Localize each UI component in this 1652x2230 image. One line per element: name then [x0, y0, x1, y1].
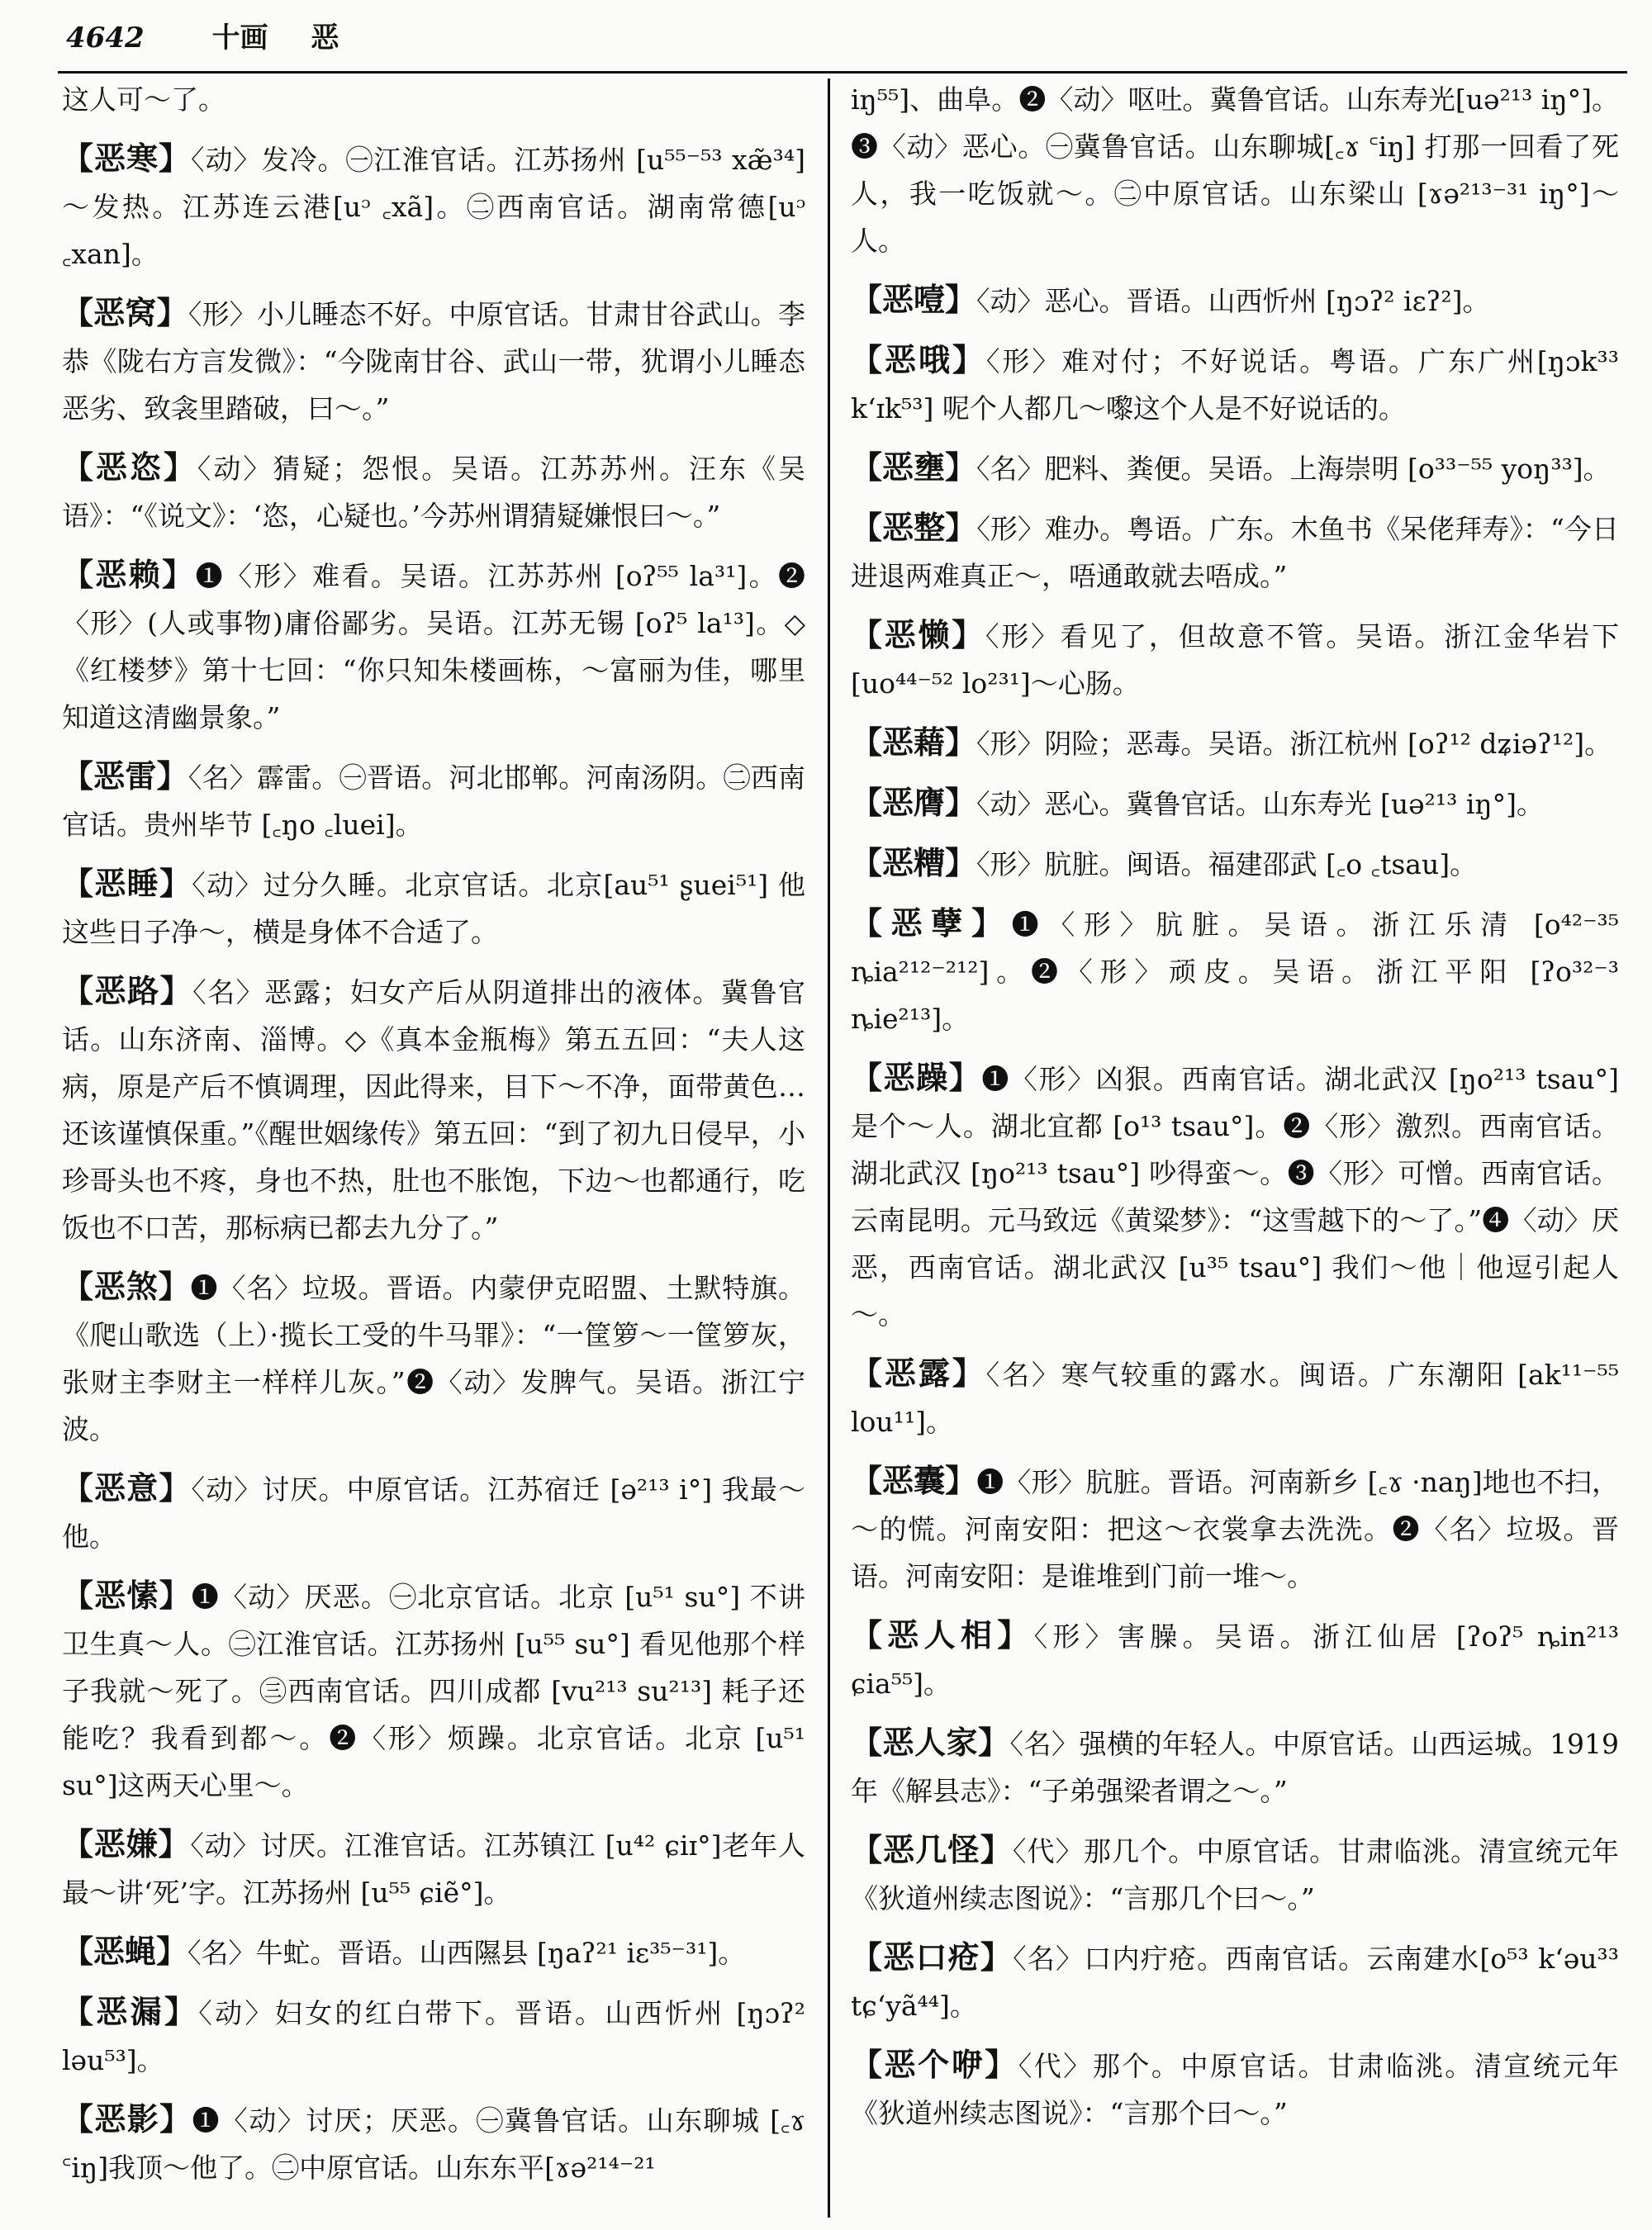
page-header: [66, 15, 1619, 64]
header-character: 恶: [311, 21, 339, 55]
entry-headword: 【恶个咿】: [851, 2046, 1018, 2083]
dictionary-entry: [62, 444, 805, 539]
left-column: [62, 76, 805, 2223]
entry-headword: 【恶人家】: [851, 1724, 1010, 1761]
entry-headword: 【恶囊】: [851, 1462, 977, 1499]
dictionary-entry: [62, 135, 805, 278]
entry-headword: 【恶人相】: [851, 1616, 1034, 1654]
entry-definition: 〈名〉肥料、粪便。吴语。上海崇明 [o³³⁻⁵⁵ yoŋ³³]。: [976, 453, 1611, 485]
header-rule: [58, 71, 1627, 74]
dictionary-entry: [851, 1457, 1619, 1600]
entry-definition: 〈形〉小儿睡态不好。中原官话。甘肃甘谷武山。李恭《陇右方言发微》：“今陇南甘谷、武山一带，犹谓小儿睡态恶劣、致衾里踏破，曰～。”: [62, 298, 805, 425]
dictionary-entry: [62, 1572, 805, 1809]
dictionary-entry: [851, 779, 1619, 828]
dictionary-entry: [851, 1719, 1619, 1815]
entry-definition: 〈动〉过分久睡。北京官话。北京[au⁵¹ ʂuei⁵¹] 他这些日子净～，横是身体不合适了。: [62, 869, 805, 948]
entry-definition: ❶〈形〉难看。吴语。江苏苏州 [oʔ⁵⁵ la³¹]。❷〈形〉(人或事物)庸俗鄙劣。吴语。江苏无锡 [oʔ⁵ la¹³]。◇《红楼梦》第十七回：“你只知朱楼画栋，～富丽为佳，哪里知道这清幽景象。”: [62, 560, 805, 733]
dictionary-entry: [62, 1820, 805, 1916]
entry-headword: 【恶蝇】: [62, 1933, 188, 1970]
dictionary-entry: [851, 2041, 1619, 2137]
entry-definition: ❶〈动〉厌恶。㊀北京官话。北京 [u⁵¹ su°] 不讲卫生真～人。㊁江淮官话。江苏扬州 [u⁵⁵ su°] 看见他那个样子我就～死了。㊂西南官话。四川成都 [vu²¹³ su²¹³] 耗子还能吃？我看到都～。❷〈形〉烦躁。北京官话。北京 [u⁵¹ su°]这两天心里～。: [62, 1581, 805, 1801]
entry-headword: 【恶恣】: [62, 448, 197, 486]
dictionary-entry: [62, 76, 805, 123]
entry-definition: 〈名〉寒气较重的露水。闽语。广东潮阳 [ak¹¹⁻⁵⁵ lou¹¹]。: [851, 1359, 1619, 1438]
dictionary-entry: [62, 1988, 805, 2084]
dictionary-entry: [851, 1933, 1619, 2029]
entry-headword: 【恶懒】: [851, 616, 985, 653]
entry-headword: 【恶壅】: [851, 448, 977, 486]
entry-definition: 〈动〉发冷。㊀江淮官话。江苏扬州 [u⁵⁵⁻⁵³ xæ̃³⁴] ～发热。江苏连云港[uᵓ ꜀xã]。㊁西南官话。湖南常德[uᵓ ꜀xan]。: [62, 144, 805, 270]
entry-headword: 【恶赖】: [62, 556, 196, 593]
entry-headword: 【恶愫】: [62, 1577, 192, 1614]
entry-definition: 这人可～了。: [62, 83, 225, 116]
entry-headword: 【恶糟】: [851, 844, 977, 881]
entry-definition: 〈动〉讨厌。中原官话。江苏宿迁 [ə²¹³ i°] 我最～他。: [62, 1473, 805, 1553]
dictionary-entry: [851, 336, 1619, 432]
entry-definition: 〈代〉那个。中原官话。甘肃临洮。清宣统元年《狄道州续志图说》：“言那个曰～。”: [851, 2050, 1619, 2129]
dictionary-entry: [851, 839, 1619, 888]
entry-definition: 〈动〉恶心。晋语。山西忻州 [ŋɔʔ² iɛʔ²]。: [976, 285, 1490, 317]
dictionary-entry: [851, 1054, 1619, 1338]
entry-definition: 〈名〉霹雷。㊀晋语。河北邯郸。河南汤阴。㊁西南官话。贵州毕节 [꜀ŋo ꜀luei]。: [62, 762, 805, 841]
entry-definition: 〈形〉阴险；恶毒。吴语。浙江杭州 [oʔ¹² dʑiəʔ¹²]。: [976, 728, 1612, 760]
dictionary-entry: [851, 1350, 1619, 1445]
dictionary-entry: [62, 1263, 805, 1453]
entry-headword: 【恶睡】: [62, 865, 192, 902]
entry-definition: 〈动〉猜疑；怨恨。吴语。江苏苏州。汪东《吴语》：“《说文》：‘恣，心疑也。’今苏州谓猜疑嫌恨曰～。”: [62, 453, 805, 532]
entry-definition: 〈形〉看见了，但故意不管。吴语。浙江金华岩下 [uo⁴⁴⁻⁵² lo²³¹]～心肠。: [851, 620, 1619, 700]
dictionary-entry: [62, 967, 805, 1251]
dictionary-entry: [62, 1464, 805, 1560]
entry-headword: 【恶哦】: [851, 341, 986, 378]
entry-definition: 〈形〉难办。粤语。广东。木鱼书《呆佬拜寿》：“今日进退两难真正～，唔通敢就去唔成。”: [851, 513, 1619, 592]
right-column: [851, 76, 1619, 2223]
entry-headword: 【恶躁】: [851, 1059, 982, 1096]
entry-headword: 【恶路】: [62, 972, 193, 1009]
entry-headword: 【恶露】: [851, 1355, 986, 1392]
dictionary-entry: [851, 276, 1619, 325]
entry-headword: 【恶窝】: [62, 294, 188, 331]
dictionary-entry: [851, 1611, 1619, 1707]
entry-headword: 【恶口疮】: [851, 1938, 1014, 1976]
entry-definition: 〈动〉讨厌。江淮官话。江苏镇江 [u⁴² ɕiɪ°]老年人最～讲‘死’字。江苏扬州 [u⁵⁵ ɕiẽ°]。: [62, 1829, 805, 1909]
entry-definition: ❶〈名〉垃圾。晋语。内蒙伊克昭盟、土默特旗。《爬山歌选（上）·揽长工受的牛马罪》：“一筐箩～一筐箩灰，张财主李财主一样样儿灰。”❷〈动〉发脾气。吴语。浙江宁波。: [62, 1272, 805, 1445]
entry-definition: 〈名〉口内疔疮。西南官话。云南建水[o⁵³ k‘əu³³ tɕ‘yã⁴⁴]。: [851, 1943, 1619, 2022]
entry-definition: 〈代〉那几个。中原官话。甘肃临洮。清宣统元年《狄道州续志图说》：“言那几个曰～。”: [851, 1835, 1619, 1914]
entry-headword: 【恶意】: [62, 1469, 192, 1506]
dictionary-entry: [851, 899, 1619, 1042]
dictionary-entry: [62, 860, 805, 956]
dictionary-entry: [851, 719, 1619, 767]
dictionary-entry: [62, 1928, 805, 1976]
entry-definition: 〈动〉妇女的红白带下。晋语。山西忻州 [ŋɔʔ² ləu⁵³]。: [62, 1997, 805, 2076]
entry-definition: ❶〈形〉肮脏。晋语。河南新乡 [꜀ɤ ·naŋ]地也不扫，～的慌。河南安阳：把这～衣裳拿去洗洗。❷〈名〉垃圾。晋语。河南安阳：是谁堆到门前一堆～。: [851, 1466, 1619, 1592]
entry-definition: 〈名〉牛虻。晋语。山西隰县 [ŋaʔ²¹ iɛ³⁵⁻³¹]。: [188, 1937, 746, 1969]
entry-headword: 【恶嫌】: [62, 1825, 191, 1862]
section-label: 十画: [211, 21, 268, 55]
entry-headword: 【恶几怪】: [851, 1831, 1013, 1868]
dictionary-entry: [62, 752, 805, 848]
entry-definition: iŋ⁵⁵]、曲阜。❷〈动〉呕吐。冀鲁官话。山东寿光[uə²¹³ iŋ°]。❸〈动〉恶心。㊀冀鲁官话。山东聊城[꜀ɤ ꜂iŋ] 打那一回看了死人，我一吃饭就～。㊁中原官话。山东梁山 [ɤə²¹³⁻³¹ iŋ°]～人。: [851, 83, 1619, 257]
dictionary-entry: [62, 289, 805, 432]
dictionary-entry: [851, 611, 1619, 707]
entry-headword: 【恶影】: [62, 2100, 192, 2137]
entry-headword: 【恶寒】: [62, 140, 192, 177]
entry-headword: 【恶噎】: [851, 281, 977, 318]
entry-headword: 【恶煞】: [62, 1268, 191, 1305]
entry-definition: 〈动〉恶心。冀鲁官话。山东寿光 [uə²¹³ iŋ°]。: [976, 788, 1545, 820]
page-number: 4642: [66, 21, 145, 55]
entry-definition: ❶〈形〉凶狠。西南官话。湖北武汉 [ŋo²¹³ tsau°] 是个～人。湖北宜都 [o¹³ tsau°]。❷〈形〉激烈。西南官话。湖北武汉 [ŋo²¹³ tsau°] 吵得蛮～。❸〈形〉可憎。西南官话。云南昆明。元马致远《黄粱梦》：“这雪越下的～了。”❹〈动〉厌恶，西南官话。湖北武汉 [u³⁵ tsau°] 我们～他｜他逗引起人～。: [851, 1063, 1619, 1331]
column-divider: [828, 78, 830, 2218]
entry-definition: 〈形〉难对付；不好说话。粤语。广东广州[ŋɔk³³ k‘ɪk⁵³] 呢个人都几～嚟这个人是不好说话的。: [851, 345, 1619, 425]
dictionary-entry: [62, 2095, 805, 2191]
entry-definition: ❶〈形〉肮脏。吴语。浙江乐清 [o⁴²⁻³⁵ ȵia²¹²⁻²¹²]。❷〈形〉顽皮。吴语。浙江平阳 [ʔo³²⁻³ ȵie²¹³]。: [851, 909, 1619, 1035]
dictionary-entry: [62, 551, 805, 741]
entry-headword: 【恶雷】: [62, 757, 188, 795]
entry-headword: 【恶整】: [851, 509, 977, 546]
dictionary-entry: [851, 1826, 1619, 1922]
entry-definition: 〈形〉害臊。吴语。浙江仙居 [ʔoʔ⁵ ȵin²¹³ ɕia⁵⁵]。: [851, 1620, 1619, 1700]
entry-definition: 〈名〉恶露；妇女产后从阴道排出的液体。冀鲁官话。山东济南、淄博。◇《真本金瓶梅》第五五回：“夫人这病，原是产后不慎调理，因此得来，目下～不净，面带黄色…还该谨慎保重。”《醒世姻缘传》第五回：“到了初九日侵早，小珍哥头也不疼，身也不热，肚也不胀饱，下边～也都通行，吃饭也不口苦，那标病已都去九分了。”: [62, 976, 805, 1244]
entry-headword: 【恶孽】: [851, 904, 1012, 942]
entry-definition: ❶〈动〉讨厌；厌恶。㊀冀鲁官话。山东聊城 [꜀ɤ ꜂iŋ]我顶～他了。㊁中原官话。山东东平[ɤə²¹⁴⁻²¹: [62, 2104, 805, 2184]
entry-headword: 【恶藉】: [851, 724, 977, 761]
dictionary-entry: [851, 504, 1619, 600]
dictionary-entry: [851, 444, 1619, 492]
dictionary-entry: [851, 76, 1619, 264]
entry-headword: 【恶漏】: [62, 1993, 199, 2030]
entry-definition: 〈形〉肮脏。闽语。福建邵武 [꜀o ꜀tsau]。: [976, 848, 1478, 880]
entry-headword: 【恶膺】: [851, 784, 977, 821]
entry-definition: 〈名〉强横的年轻人。中原官话。山西运城。1919年《解县志》：“子弟强梁者谓之～。”: [851, 1728, 1619, 1807]
